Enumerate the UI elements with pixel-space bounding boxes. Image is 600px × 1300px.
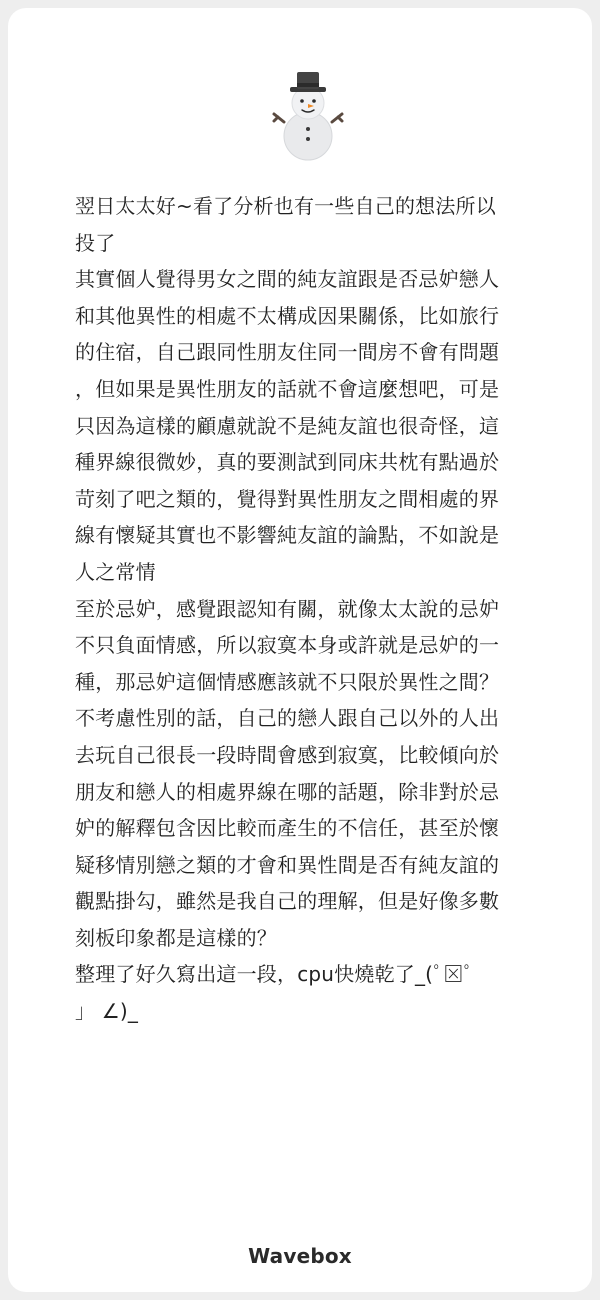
brand-logo: Wavebox <box>248 1244 352 1268</box>
message-line: 去玩自己很長一段時間會感到寂寞，比較傾向於 <box>75 742 500 767</box>
message-line: 觀點掛勾，雖然是我自己的理解，但是好像多數 <box>75 889 500 914</box>
snowman-icon <box>270 66 346 162</box>
message-line: 苛刻了吧之類的，覺得對異性朋友之間相處的界 <box>75 486 500 511</box>
message-line: 種界線很微妙，真的要測試到同床共枕有點過於 <box>75 450 500 475</box>
message-line: 種，那忌妒這個情感應該就不只限於異性之間？ <box>75 669 500 694</box>
message-line: 只因為這樣的顧慮就說不是純友誼也很奇怪，這 <box>75 413 500 438</box>
message-line: 疑移情別戀之類的才會和異性間是否有純友誼的 <box>75 852 500 877</box>
message-card <box>8 8 592 1292</box>
message-line: 不考慮性別的話，自己的戀人跟自己以外的人出 <box>75 706 500 731</box>
message-line: ，但如果是異性朋友的話就不會這麼想吧，可是 <box>75 376 500 401</box>
message-line: 」 ∠)_ <box>75 999 139 1024</box>
message-line: 投了 <box>75 230 116 255</box>
message-line: 線有懷疑其實也不影響純友誼的論點，不如說是 <box>75 523 500 548</box>
message-line: 整理了好久寫出這一段，cpu快燒乾了_(ﾟ⊠ﾟ <box>75 962 474 987</box>
message-line: 至於忌妒，感覺跟認知有關，就像太太說的忌妒 <box>75 596 500 621</box>
message-line: 朋友和戀人的相處界線在哪的話題，除非對於忌 <box>75 779 500 804</box>
message-line: 的住宿，自己跟同性朋友住同一間房不會有問題 <box>75 340 500 365</box>
message-line: 翌日太太好~看了分析也有一些自己的想法所以 <box>75 194 496 218</box>
snowman-icon-graphic <box>270 66 346 162</box>
message-line: 不只負面情感，所以寂寞本身或許就是忌妒的一 <box>75 633 500 658</box>
message-line: 其實個人覺得男女之間的純友誼跟是否忌妒戀人 <box>75 267 500 292</box>
message-body <box>75 188 545 1030</box>
message-line: 妒的解釋包含因比較而產生的不信任，甚至於懷 <box>75 816 500 841</box>
message-line: 人之常情 <box>75 559 156 584</box>
message-line: 刻板印象都是這樣的？ <box>75 925 277 950</box>
message-line: 和其他異性的相處不太構成因果關係，比如旅行 <box>75 303 500 328</box>
